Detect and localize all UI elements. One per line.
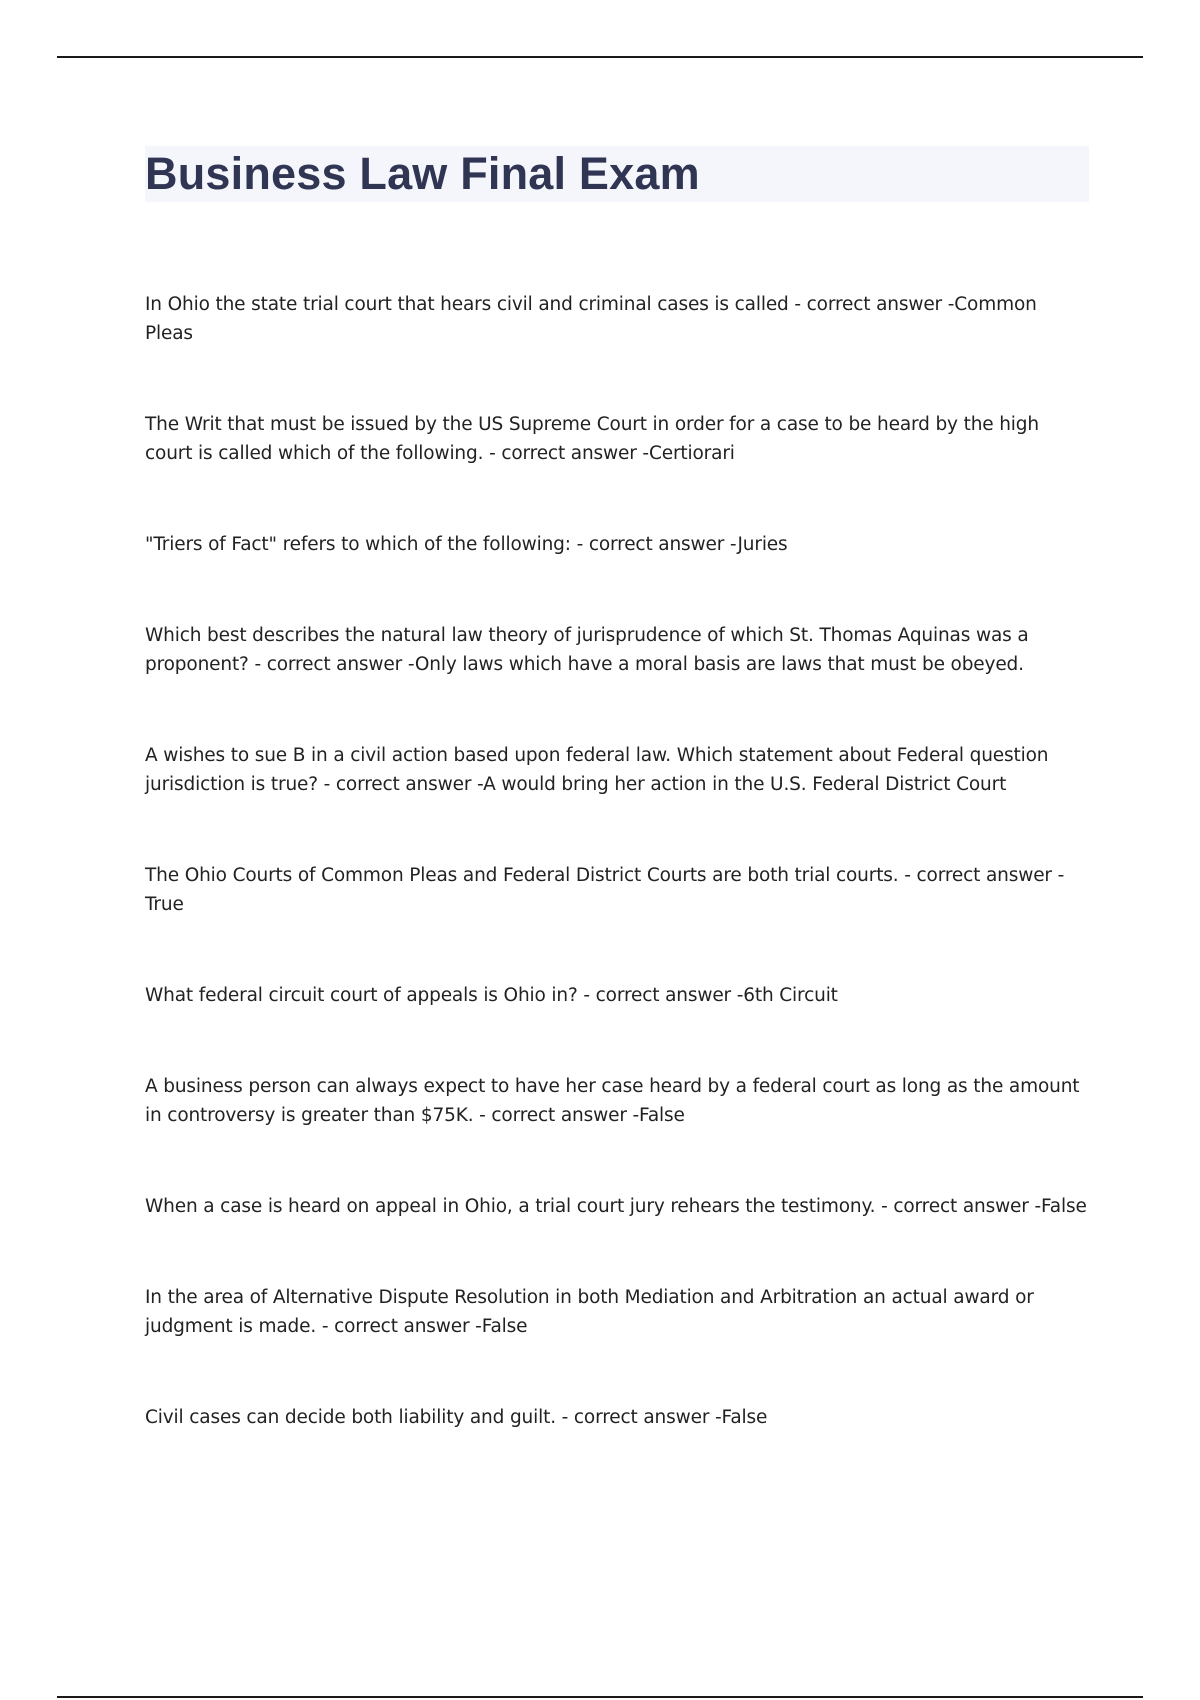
qa-item: A wishes to sue B in a civil action based upon federal law. Which statement about Federal question jurisdiction is true? - correct answer -A would bring her action in the U.S. Federal District Court bbox=[145, 745, 1049, 795]
bottom-divider bbox=[57, 1696, 1143, 1698]
page-title: Business Law Final Exam bbox=[145, 148, 700, 199]
qa-item: When a case is heard on appeal in Ohio, a trial court jury rehears the testimony. - correct answer -False bbox=[145, 1196, 1087, 1217]
qa-item: The Writ that must be issued by the US Supreme Court in order for a case to be heard by the high court is called which of the following. - correct answer -Certiorari bbox=[145, 414, 1039, 464]
qa-item: Which best describes the natural law theory of jurisprudence of which St. Thomas Aquinas was a proponent? - correct answer -Only laws which have a moral basis are laws that must be obeyed. bbox=[145, 625, 1029, 675]
top-divider bbox=[57, 56, 1143, 58]
qa-item: Civil cases can decide both liability and guilt. - correct answer -False bbox=[145, 1407, 768, 1428]
qa-item: In Ohio the state trial court that hears civil and criminal cases is called - correct answer -Common Pleas bbox=[145, 294, 1037, 344]
qa-item: In the area of Alternative Dispute Resolution in both Mediation and Arbitration an actual award or judgment is made. - correct answer -False bbox=[145, 1287, 1034, 1337]
qa-item: What federal circuit court of appeals is Ohio in? - correct answer -6th Circuit bbox=[145, 985, 838, 1006]
qa-item: "Triers of Fact" refers to which of the following: - correct answer -Juries bbox=[145, 534, 788, 555]
qa-item: The Ohio Courts of Common Pleas and Federal District Courts are both trial courts. - correct answer - True bbox=[145, 865, 1065, 915]
qa-item: A business person can always expect to have her case heard by a federal court as long as the amount in controversy is greater than $75K. - correct answer -False bbox=[145, 1076, 1080, 1126]
question-list bbox=[145, 290, 1089, 1494]
